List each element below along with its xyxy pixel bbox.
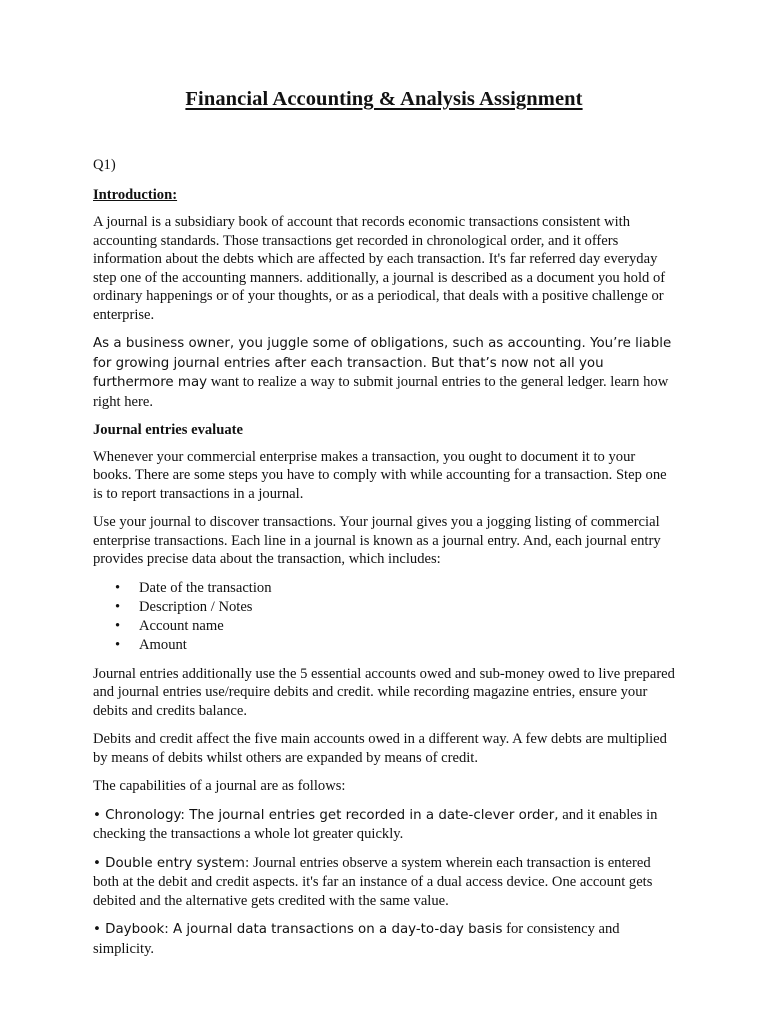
list-item: • Account name xyxy=(93,617,675,636)
journal-paragraph-2: Use your journal to discover transactions. Your journal gives you a jogging listing of commercial enterprise transactions. Each line in a journal is known as a journal entry. And, each journal entry provides precise data about the transaction, which includes: xyxy=(93,514,661,567)
capabilities-intro: The capabilities of a journal are as follows: xyxy=(93,778,346,794)
question-label: Q1) xyxy=(93,157,116,173)
intro-paragraph-2-part-b: want to realize a way to submit journal entries to the general ledger. learn how right here. xyxy=(93,374,669,410)
intro-paragraph-1: A journal is a subsidiary book of account that records economic transactions consistent with accounting standards. Those transactions get recorded in chronological order, and it offers information about the debts which are affected by each transaction. It's far referred day everyday step one of the accounting manners. additionally, a journal is described as a document you hold of ordinary happenings or of your thoughts, or as a periodical, that deals with a positive challenge or enterprise. xyxy=(93,214,666,323)
journal-paragraph-1: Whenever your commercial enterprise makes a transaction, you ought to document it to your books. There are some steps you have to comply with while accounting for a transaction. Step one is to report transactions in a journal. xyxy=(93,448,667,502)
feature-double-entry xyxy=(93,854,675,911)
intro-paragraph-2 xyxy=(93,334,675,411)
list-item: • Description / Notes xyxy=(93,598,675,617)
document-title: Financial Accounting & Analysis Assignment xyxy=(185,88,583,110)
list-item: • Amount xyxy=(93,636,675,655)
feature-text: and it enables in checking the transactions a whole lot greater quickly. xyxy=(93,806,658,842)
list-item: • Date of the transaction xyxy=(93,579,675,598)
intro-paragraph-2-part-a: As a business owner, you juggle some of obligations, such as accounting. You’re liable for growing journal entries after each transaction. But that’s now not all you furthermore may xyxy=(93,336,672,390)
journal-paragraph-3: Journal entries additionally use the 5 essential accounts owed and sub-money owed to live prepared and journal entries use/require debits and credit. while recording magazine entries, ensure your debits and credits balance. xyxy=(93,665,675,719)
journal-entries-heading: Journal entries evaluate xyxy=(93,422,243,438)
feature-text: for consistency and simplicity. xyxy=(93,921,620,957)
journal-paragraph-4: Debits and credit affect the five main accounts owed in a different way. A few debts are multiplied by means of debits whilst others are expanded by means of credit. xyxy=(93,731,667,766)
feature-chronology xyxy=(93,806,675,844)
feature-daybook xyxy=(93,920,675,958)
journal-entry-details-list xyxy=(93,579,675,655)
feature-label: • Double entry system: xyxy=(93,855,250,871)
introduction-heading: Introduction: xyxy=(93,186,178,203)
feature-label: • Chronology: The journal entries get recorded in a date-clever order, xyxy=(93,807,559,823)
feature-text: Journal entries observe a system wherein each transaction is entered both at the debit and credit aspects. it's far an instance of a dual access device. One account gets debited and the alternative gets credited with the same value. xyxy=(93,854,653,909)
feature-label: • Daybook: A journal data transactions on a day-to-day basis xyxy=(93,922,503,937)
